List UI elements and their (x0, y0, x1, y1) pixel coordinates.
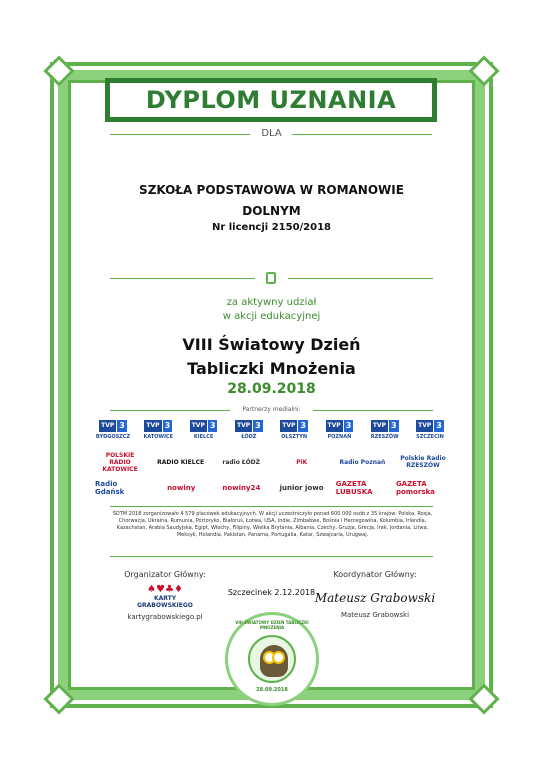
tvp-logos (95, 420, 448, 440)
tvp-brand: TVP (371, 420, 388, 432)
organizer-block (100, 570, 230, 621)
tvp-mark (412, 420, 448, 432)
tvp-mark (367, 420, 403, 432)
scroll-icon (266, 272, 276, 284)
title-box (105, 78, 437, 122)
tvp-mark (231, 420, 267, 432)
tvp-partner-logo (367, 420, 403, 440)
event-line-1: VIII Światowy Dzień (182, 335, 361, 354)
radio-partner-logo: RADIO KIELCE (157, 458, 205, 466)
coordinator-name: Mateusz Grabowski (340, 611, 410, 619)
recipient-line-1: SZKOŁA PODSTAWOWA W ROMANOWIE (139, 183, 404, 197)
radio-partner-logo: Polskie Radio RZESZÓW (400, 455, 446, 469)
cards-icon: ♠♥♣♦ (147, 584, 183, 595)
summary-text: ŚDTM 2018 zorganizowało 4 579 placówek edukacyjnych. W akcji uczestniczyło ponad 600 000 osób z 35 krajów: Polska, Rosja, Chorwacja, Ukraina, Rumunia, Portoryko, Białoruś, Łotwa, USA, Indie, Zimbabwe, Bośnia i Hercegowina, Kolumbia, Irlandia, Kazachstan, Arabia Saudyjska, Egipt, Włochy, Filipiny, Wielka Brytania, Albania, Czechy, Gruzja, Grecja, Irak, Jordania, Litwa, Meksyk, Holandia, Pakistan, Panama, Portugalia, Katar, Szwajcaria, Urugwaj. (112, 511, 433, 538)
summary-divider-top (110, 506, 433, 507)
tvp-brand: TVP (99, 420, 116, 432)
tvp-city: POZNAŃ (327, 434, 352, 440)
coordinator-signature: Mateusz Grabowski (314, 591, 436, 605)
radio-partner-logo: Radio Poznań (339, 458, 386, 466)
reason-line-1: za aktywny udział (226, 297, 317, 308)
tvp-number: 3 (300, 421, 306, 430)
partners-divider-right (313, 410, 433, 411)
tvp-city: OLSZTYN (281, 434, 308, 440)
organizer-label: Organizator Główny: (124, 570, 206, 579)
tvp-city: KIELCE (193, 434, 214, 440)
coordinator-block (305, 570, 445, 619)
partners-label: Partnerzy medialni: (242, 406, 301, 413)
radio-partner-logo: PiK (296, 458, 308, 466)
tvp-brand: TVP (326, 420, 343, 432)
tvp-mark (276, 420, 312, 432)
tvp-number: 3 (390, 421, 397, 430)
tvp-city: ŁÓDŹ (241, 434, 257, 440)
owl-icon (260, 645, 288, 677)
press-partner-logo: GAZETA pomorska (395, 480, 435, 496)
tvp-number: 3 (119, 421, 125, 430)
tvp-partner-logo (276, 420, 312, 440)
tvp-number: 3 (436, 421, 442, 430)
reason-line-2: w akcji edukacyjnej (222, 311, 321, 322)
recipient-line-2: DOLNYM (242, 204, 301, 218)
seal-text: VIII ŚWIATOWY DZIEŃ TABLICZKI MNOŻENIA (235, 620, 309, 630)
event-name (0, 333, 543, 381)
press-partner-logo: GAZETA LUBUSKA (335, 480, 373, 496)
coordinator-label: Koordynator Główny: (333, 570, 417, 579)
tvp-partner-logo (231, 420, 267, 440)
organizer-url: kartygrabowskiego.pl (127, 613, 203, 621)
press-partner-logo: Radio Gdańsk (95, 480, 125, 496)
press-partner-logo: junior jowo (279, 484, 324, 492)
for-label: DLA (261, 128, 282, 139)
divider-right (292, 134, 432, 135)
tvp-brand: TVP (280, 420, 297, 432)
tvp-partner-logo (140, 420, 176, 440)
tvp-number: 3 (345, 421, 352, 430)
tvp-number: 3 (209, 421, 216, 430)
tvp-partner-logo (321, 420, 357, 440)
place-date-text: Szczecinek 2.12.2018 (227, 588, 316, 597)
radio-partner-logo: POLSKIE RADIO KATOWICE (102, 451, 138, 473)
tvp-city: BYDGOSZCZ (95, 434, 131, 440)
diploma-title: DYPLOM UZNANIA (145, 86, 397, 114)
summary-divider-bottom (110, 556, 433, 557)
press-logos (95, 480, 448, 496)
tvp-partner-logo (412, 420, 448, 440)
recipient-name (0, 180, 543, 222)
event-date: 28.09.2018 (227, 381, 316, 397)
seal-date: 28.09.2018 (256, 687, 288, 693)
tvp-mark (140, 420, 176, 432)
organizer-name-2: GRABOWSKIEGO (137, 602, 193, 609)
license-number: Nr licencji 2150/2018 (211, 222, 332, 233)
tvp-city: RZESZÓW (370, 434, 399, 440)
radio-logos (95, 451, 448, 473)
divider-mid-right (288, 278, 433, 279)
tvp-mark (321, 420, 357, 432)
radio-partner-logo: radio ŁÓDŹ (222, 458, 260, 466)
organizer-name-1: KARTY (153, 595, 177, 602)
tvp-partner-logo (95, 420, 131, 440)
tvp-number: 3 (255, 421, 261, 430)
tvp-brand: TVP (144, 420, 161, 432)
tvp-mark (186, 420, 222, 432)
press-partner-logo: nowiny (167, 484, 196, 492)
tvp-city: KATOWICE (143, 434, 174, 440)
tvp-brand: TVP (416, 420, 433, 432)
event-seal (225, 612, 319, 706)
press-partner-logo: nowiny24 (222, 484, 261, 492)
tvp-brand: TVP (190, 420, 207, 432)
tvp-brand: TVP (235, 420, 252, 432)
tvp-mark (95, 420, 131, 432)
tvp-partner-logo (186, 420, 222, 440)
tvp-number: 3 (164, 421, 171, 430)
divider-mid-left (110, 278, 255, 279)
seal-center (248, 635, 296, 683)
reason-text (0, 296, 543, 324)
event-line-2: Tabliczki Mnożenia (187, 359, 356, 378)
tvp-city: SZCZECIN (416, 434, 444, 440)
